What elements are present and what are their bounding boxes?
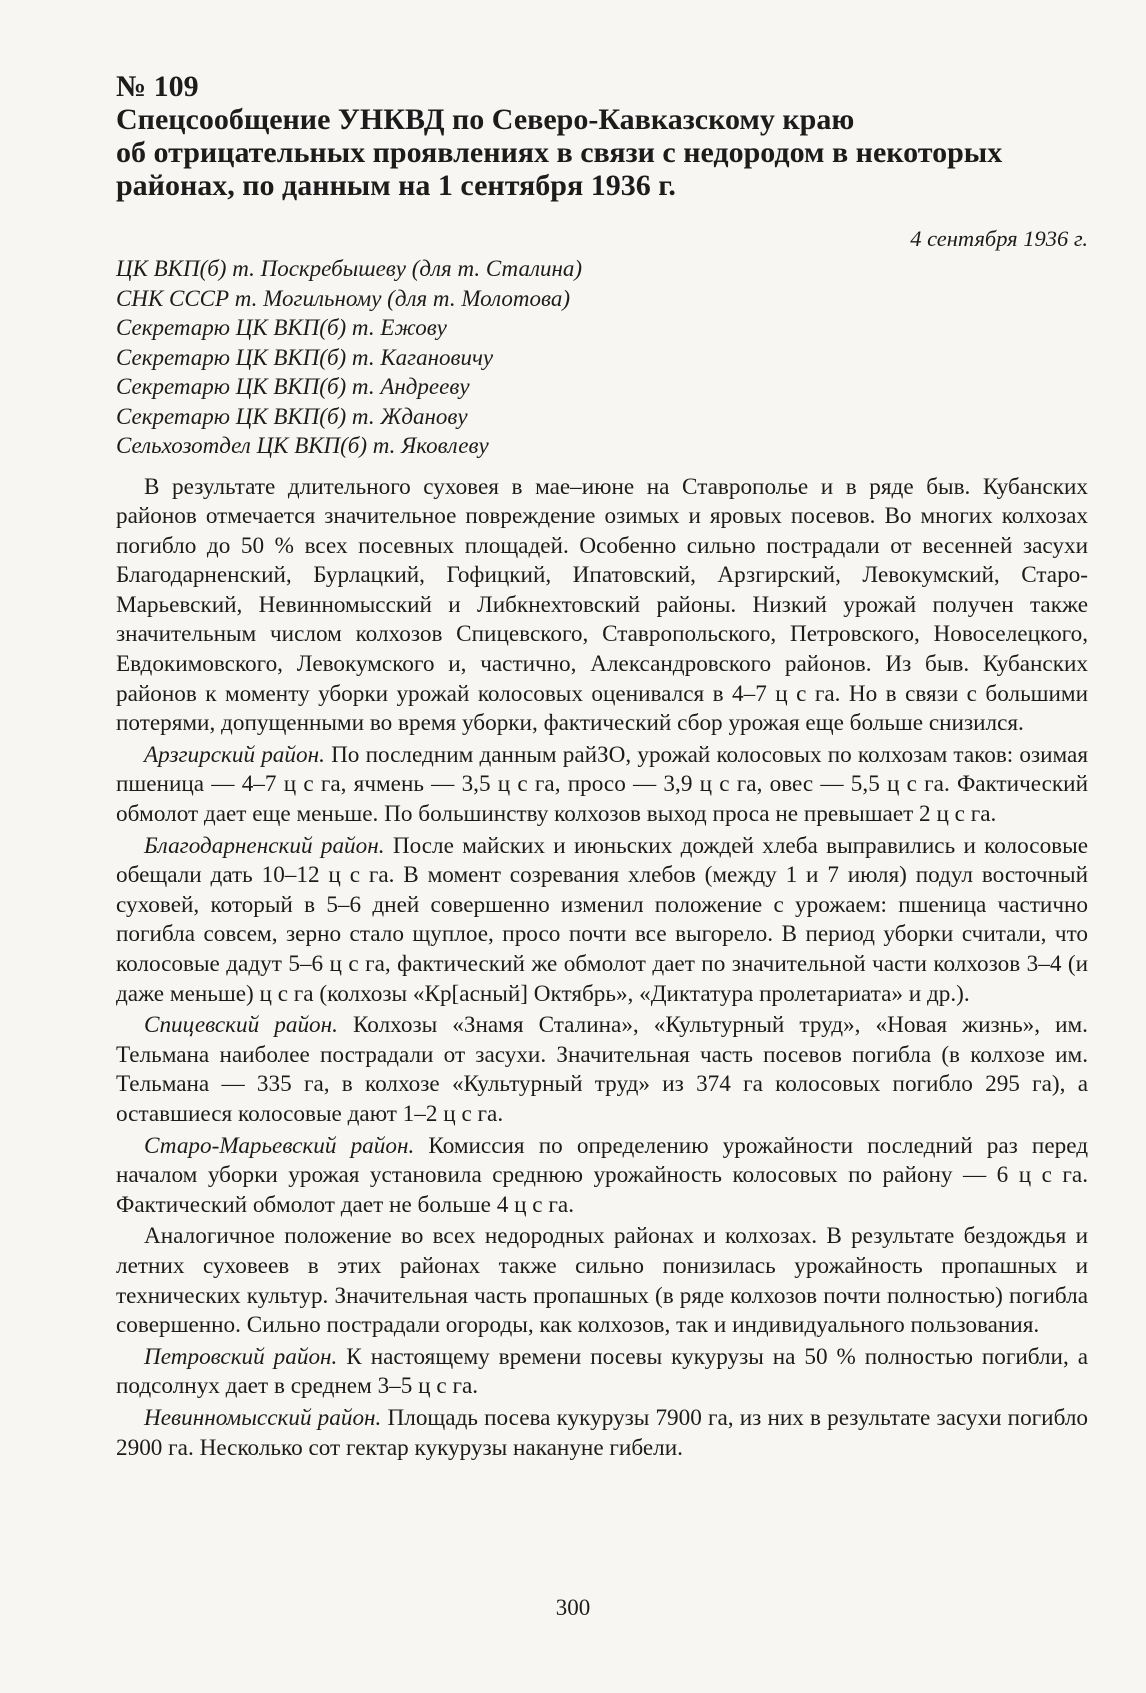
- paragraph-text: После майских и июньских дождей хлеба выправились и колосовые обещали дать 10–12 ц с га. В момент созревания хлебов (между 1 и 7 июля) подул восточный суховей, который в 5–6 дней совершенно изменил положение с урожаем: пшеница частично погибла совсем, зерно стало щуплое, просо почти все выгорело. В период уборки считали, что колосовые дадут 5–6 ц с га, фактический же обмолот дает по значительной части колхозов 3–4 (и даже меньше) ц с га (колхозы «Кр[асный] Октябрь», «Диктатура пролетариата» и др.).: [116, 832, 1088, 1007]
- recipient: Секретарю ЦК ВКП(б) т. Жданову: [116, 403, 468, 429]
- paragraph: [116, 1404, 1088, 1463]
- paragraph: [116, 741, 1088, 830]
- paragraph-lead: Невинномысский район.: [144, 1404, 382, 1431]
- document-date: 4 сентября 1936 г.: [910, 226, 1088, 251]
- paragraph-text: К настоящему времени посевы кукурузы на 50 % полностью погибли, а подсолнух дает в среднем 3–5 ц с га.: [116, 1343, 1088, 1400]
- paragraph-lead: Арзгирский район.: [144, 741, 325, 768]
- paragraph-text: В результате длительного суховея в мае–июне на Ставрополье и в ряде быв. Кубанских районов отмечается значительное повреждение озимых и яровых посевов. Во многих колхозах погибло до 50 % всех посевных площадей. Особенно сильно пострадали от весенней засухи Благодарненский, Бурлацкий, Гофицкий, Ипатовский, Арзгирский, Левокумский, Старо-Марьевский, Невинномысский и Либкнехтовский районы. Низкий урожай получен также значительным числом колхозов Спицевского, Ставропольского, Петровского, Новоселецкого, Евдокимовского, Левокумского и, частично, Александровского районов. Из быв. Кубанских районов к моменту уборки урожай колосовых оценивался в 4–7 ц с га. Но в связи с большими потерями, допущенными во время уборки, фактический сбор урожая еще больше снизился.: [116, 473, 1088, 737]
- document-number: № 109: [116, 70, 199, 103]
- paragraph-text: Аналогичное положение во всех недородных районах и колхозах. В результате бездождья и летних суховеев в этих районах также сильно понизилась урожайность пропашных и технических культур. Значительная часть пропашных (в ряде колхозов почти полностью) погибла совершенно. Сильно пострадали огороды, как колхозов, так и индивидуального пользования.: [116, 1223, 1088, 1339]
- recipient: Сельхозотдел ЦК ВКП(б) т. Яковлеву: [116, 433, 489, 458]
- recipient: ЦК ВКП(б) т. Поскребышеву (для т. Сталина): [116, 256, 583, 281]
- paragraph-lead: Старо-Марьевский район.: [144, 1132, 415, 1159]
- paragraph-text: Комиссия по определению урожайности последний раз перед началом уборки урожая установила среднюю урожайность колосовых по району — 6 ц с га. Фактический обмолот дает не больше 4 ц с га.: [116, 1132, 1089, 1218]
- paragraph: [116, 1011, 1088, 1129]
- document-body: [116, 473, 1088, 1464]
- document-title: [116, 103, 1088, 202]
- paragraph: [116, 1222, 1088, 1340]
- paragraph-lead: Благодарненский район.: [144, 832, 385, 859]
- paragraph-lead: Спицевский район.: [144, 1012, 338, 1039]
- paragraph-lead: Петровский район.: [144, 1343, 338, 1370]
- paragraph-text: Площадь посева кукурузы 7900 га, из них в результате засухи погибло 2900 га. Несколько сот гектар кукурузы накануне гибели.: [116, 1404, 1088, 1461]
- document-title-line: районах, по данным на 1 сентября 1936 г.: [116, 169, 676, 202]
- paragraph: [116, 1343, 1088, 1402]
- paragraph: [116, 1132, 1088, 1221]
- recipient: Секретарю ЦК ВКП(б) т. Андрееву: [116, 374, 470, 399]
- recipient: СНК СССР т. Могильному (для т. Молотова): [116, 285, 570, 311]
- page-number: 300: [555, 1595, 591, 1620]
- recipient: Секретарю ЦК ВКП(б) т. Кагановичу: [116, 344, 494, 370]
- recipients-list: [116, 254, 1088, 461]
- paragraph: [116, 473, 1088, 739]
- paragraph-text: По последним данным райЗО, урожай колосовых по колхозам таков: озимая пшеница — 4–7 ц с га, ячмень — 3,5 ц с га, просо — 3,9 ц с га, овес — 5,5 ц с га. Фактический обмолот дает еще меньше. По большинству колхозов выход проса не превышает 2 ц с га.: [116, 741, 1089, 828]
- recipient: Секретарю ЦК ВКП(б) т. Ежову: [116, 315, 447, 340]
- document-title-line: об отрицательных проявлениях в связи с недородом в некоторых: [116, 136, 1003, 169]
- document-title-line: Спецсообщение УНКВД по Северо-Кавказскому краю: [116, 103, 855, 136]
- paragraph: [116, 832, 1088, 1010]
- paragraph-text: Колхозы «Знамя Сталина», «Культурный труд», «Новая жизнь», им. Тельмана наиболее пострадали от засухи. Значительная часть посевов погибла (в колхозе им. Тельмана — 335 га, в колхозе «Культурный труд» из 374 га колосовых погибло 295 га), а оставшиеся колосовые дают 1–2 ц с га.: [116, 1012, 1088, 1127]
